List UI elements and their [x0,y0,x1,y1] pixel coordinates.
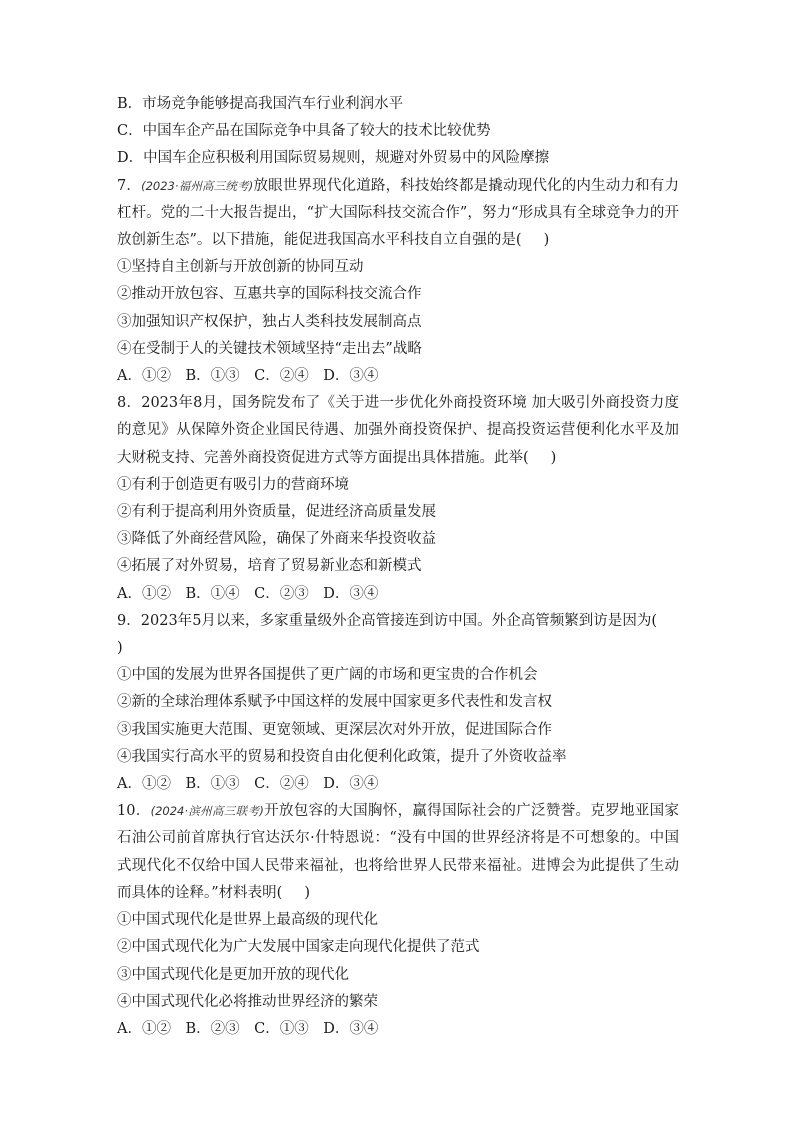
q6-option-c: C．中国车企产品在国际竞争中具备了较大的技术比较优势 [117,123,491,140]
q7-stem-text: 放眼世界现代化道路，科技始终都是撬动现代化的内生动力和有力杠杆。党的二十大报告提出，“扩大国际科技交流合作”，努力“形成具有全球竞争力的开放创新生态”。以下措施，能促进我国高水平科技自立自强的是( [117,177,679,249]
q7-source: (2023·福州高三统考) [141,178,254,193]
q8-item-4: ④拓展了对外贸易，培育了贸易新业态和新模式 [117,558,422,575]
q8-number: 8． [117,395,142,412]
q9-item-2: ②新的全球治理体系赋予中国这样的发展中国家更多代表性和发言权 [117,694,552,711]
q6-option-d: D．中国车企应积极利用国际贸易规则，规避对外贸易中的风险摩擦 [117,150,550,167]
q7-item-2: ②推动开放包容、互惠共享的国际科技交流合作 [117,286,422,303]
q10-item-1: ①中国式现代化是世界上最高级的现代化 [117,912,378,929]
q6-options [117,91,679,173]
question-7 [117,173,679,391]
q9-stem [117,608,679,662]
q8-stem-end: ) [550,449,557,466]
q7-item-1: ①坚持自主创新与开放创新的协同互动 [117,259,364,276]
question-8 [117,390,679,608]
q10-source: (2024·滨州高三联考) [150,804,264,819]
q7-stem [117,173,679,255]
q6-option-b: B．市场竞争能够提高我国汽车行业利润水平 [117,96,404,112]
q10-choices: A．①② B．②③ C．①③ D．③④ [117,1020,379,1037]
q8-stem-text: 2023年8月，国务院发布了《关于进一步优化外商投资环境 加大吸引外商投资力度的意见》从保障外资企业国民待遇、加强外商投资保护、提高投资运营便利化水平及加大财税支持、完善外商投资促进方式等方面提出具体措施。此举( [117,395,679,466]
q10-item-2: ②中国式现代化为广大发展中国家走向现代化提供了范式 [117,939,480,956]
q9-item-1: ①中国的发展为世界各国提供了更广阔的市场和更宝贵的合作机会 [117,667,538,684]
q9-choices: A．①② B．①③ C．②④ D．③④ [117,776,379,793]
q9-item-3: ③我国实施更大范围、更宽领域、更深层次对外开放，促进国际合作 [117,721,552,738]
q8-choices: A．①② B．①④ C．②③ D．③④ [117,585,379,602]
question-9 [117,608,679,798]
question-10 [117,798,679,1043]
q7-item-3: ③加强知识产权保护，独占人类科技发展制高点 [117,313,422,330]
q7-choices: A．①② B．①③ C．②④ D．③④ [117,368,379,385]
q10-stem-text: 开放包容的大国胸怀，赢得国际社会的广泛赞誉。克罗地亚国家石油公司前首席执行官达沃尔·什特恩说：“没有中国的世界经济将是不可想象的。中国式现代化不仅给中国人民带来福祉，也将给世界人民带来福祉。进博会为此提供了生动而具体的诠释。”材料表明( [117,803,679,901]
question-content [117,91,679,1043]
q7-number: 7． [117,177,142,194]
q7-stem-end: ) [543,232,550,249]
q9-number: 9． [117,612,141,629]
q8-item-3: ③降低了外商经营风险，确保了外商来华投资收益 [117,531,436,548]
q8-item-1: ①有利于创造更有吸引力的营商环境 [117,476,349,493]
q10-item-4: ④中国式现代化必将推动世界经济的繁荣 [117,993,378,1010]
q10-number: 10． [117,803,151,820]
q10-stem [117,798,679,907]
q7-item-4: ④在受制于人的关键技术领域坚持“走出去”战略 [117,340,422,357]
q9-item-4: ④我国实行高水平的贸易和投资自由化便利化政策，提升了外资收益率 [117,748,567,765]
q9-stem-text: 2023年5月以来，多家重量级外企高管接连到访中国。外企高管频繁到访是因为( [140,612,658,629]
q10-item-3: ③中国式现代化是更加开放的现代化 [117,966,349,983]
q9-stem-end: ) [117,640,123,657]
q10-stem-end: ) [304,884,310,901]
q8-item-2: ②有利于提高利用外资质量，促进经济高质量发展 [117,504,436,521]
q8-stem [117,390,679,472]
